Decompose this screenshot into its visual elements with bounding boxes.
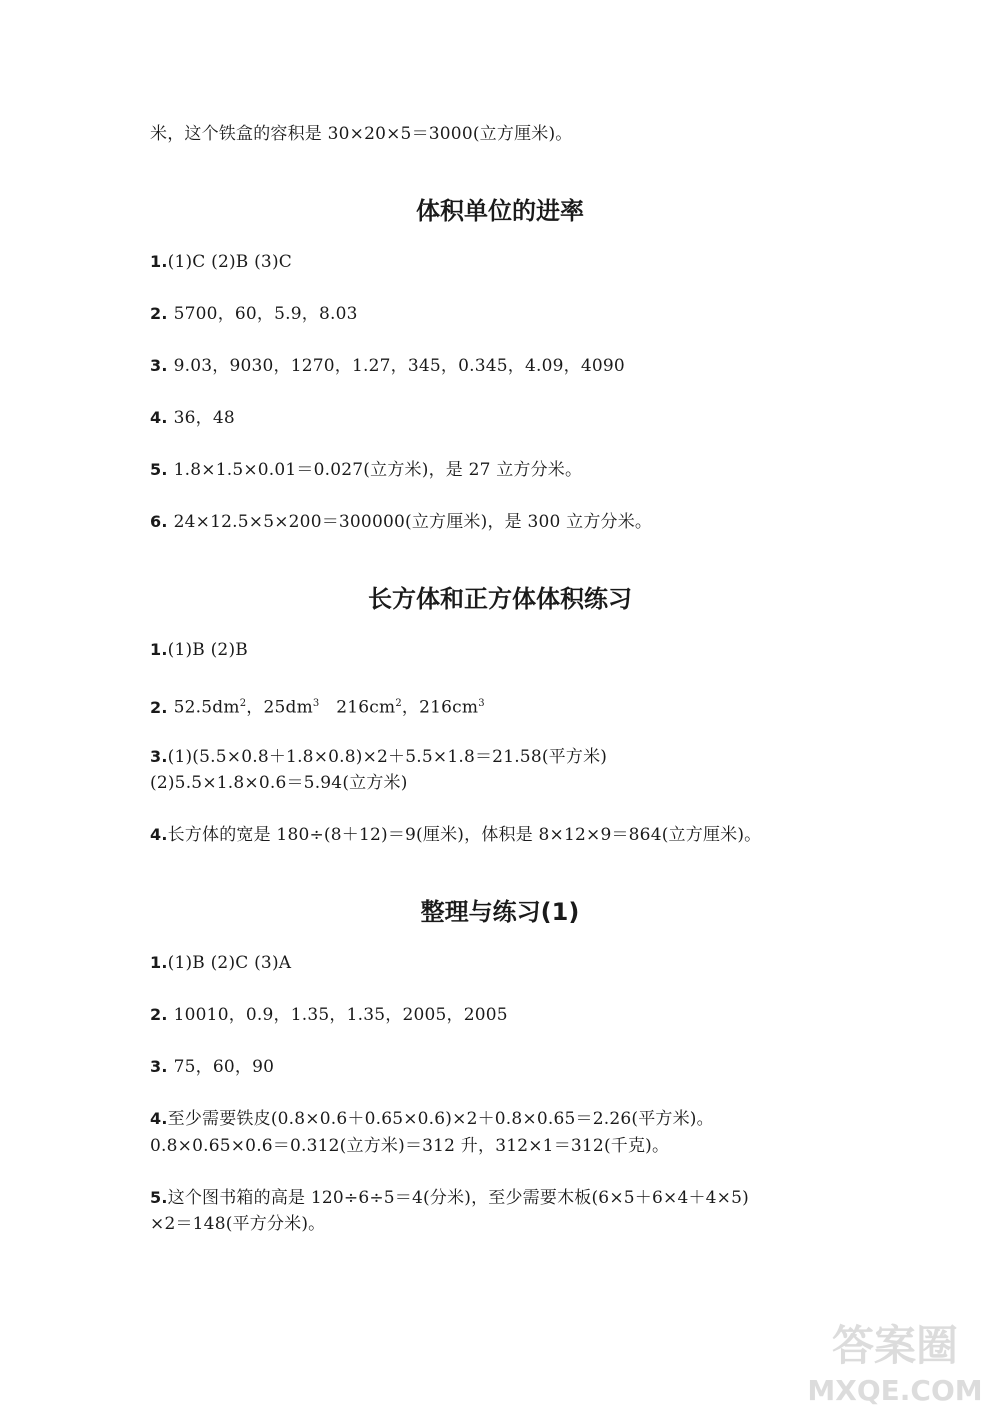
item-text-c: 216cm [319, 697, 396, 718]
item-number: 2. [150, 1005, 168, 1024]
s1-item-4 [150, 406, 235, 430]
item-text: (1)C (2)B (3)C [167, 252, 292, 272]
s1-item-5 [150, 458, 582, 482]
section-title-volume-unit-rates: 体积单位的进率 [416, 197, 584, 225]
item-number: 4. [150, 408, 168, 427]
item-text: 长方体的宽是 180÷(8＋12)＝9(厘米)，体积是 8×12×9＝864(立方厘米)。 [167, 825, 762, 845]
item-number: 2. [150, 304, 168, 323]
item-text: (1)(5.5×0.8＋1.8×0.8)×2＋5.5×1.8＝21.58(平方米) [167, 747, 608, 767]
section-title-cuboid-cube-volume-practice: 长方体和正方体体积练习 [368, 585, 632, 613]
item-text: 5700，60，5.9，8.03 [173, 304, 358, 324]
item-number: 5. [150, 460, 168, 479]
item-text: 9.03，9030，1270，1.27，345，0.345，4.09，4090 [173, 356, 625, 376]
s2-item-4 [150, 823, 761, 847]
watermark-top-text: 答案圈 [831, 1321, 959, 1370]
item-number: 1. [150, 252, 168, 271]
s3-item-4 [150, 1107, 714, 1131]
s1-item-2 [150, 302, 358, 326]
item-number: 1. [150, 640, 168, 659]
watermark-bottom-text: MXQE.COM [807, 1374, 983, 1407]
item-text-a: 52.5dm [173, 697, 240, 718]
s2-item-3-line2: (2)5.5×1.8×0.6＝5.94(立方米) [150, 773, 408, 793]
s3-item-1 [150, 951, 291, 975]
s1-item-1 [150, 250, 292, 274]
item-sup-b: 3 [312, 698, 320, 709]
s3-item-2 [150, 1003, 508, 1027]
s2-item-2 [150, 692, 485, 720]
item-number: 3. [150, 1057, 168, 1076]
s1-item-6 [150, 510, 652, 534]
item-text: 1.8×1.5×0.01＝0.027(立方米)，是 27 立方分米。 [173, 460, 583, 480]
s2-item-1 [150, 638, 248, 662]
item-text: (1)B (2)C (3)A [167, 953, 292, 973]
item-text-d: ，216cm [401, 697, 479, 718]
item-number: 2. [150, 697, 168, 717]
section-title-review-practice-1: 整理与练习(1) [420, 898, 580, 926]
item-text: 这个图书箱的高是 120÷6÷5＝4(分米)，至少需要木板(6×5＋6×4＋4×5) [167, 1188, 749, 1208]
item-number: 4. [150, 825, 168, 844]
s3-item-4-line2: 0.8×0.65×0.6＝0.312(立方米)＝312 升，312×1＝312(千克)。 [150, 1136, 670, 1156]
item-number: 3. [150, 356, 168, 375]
item-number: 6. [150, 512, 168, 531]
intro-line: 米，这个铁盒的容积是 30×20×5＝3000(立方厘米)。 [150, 124, 573, 144]
item-text: (1)B (2)B [167, 640, 248, 660]
s3-item-3 [150, 1055, 274, 1079]
item-sup-c: 2 [395, 698, 402, 709]
item-sup-d: 3 [478, 698, 485, 709]
item-text: 75，60，90 [173, 1057, 275, 1077]
s1-item-3 [150, 354, 625, 378]
item-text: 至少需要铁皮(0.8×0.6＋0.65×0.6)×2＋0.8×0.65＝2.26(平方米)。 [167, 1109, 714, 1129]
item-text-b: ，25dm [246, 697, 313, 718]
s3-item-5 [150, 1186, 749, 1210]
item-number: 5. [150, 1188, 168, 1207]
s2-item-3 [150, 745, 607, 769]
item-number: 1. [150, 953, 168, 972]
item-number: 4. [150, 1109, 168, 1128]
item-text: 24×12.5×5×200＝300000(立方厘米)，是 300 立方分米。 [173, 512, 653, 532]
s3-item-5-line2: ×2＝148(平方分米)。 [150, 1214, 326, 1234]
watermark-logo [795, 1305, 995, 1410]
item-text: 10010，0.9，1.35，1.35，2005，2005 [173, 1005, 508, 1025]
item-text: 36，48 [173, 408, 235, 428]
item-sup-a: 2 [239, 698, 247, 709]
item-number: 3. [150, 747, 168, 766]
